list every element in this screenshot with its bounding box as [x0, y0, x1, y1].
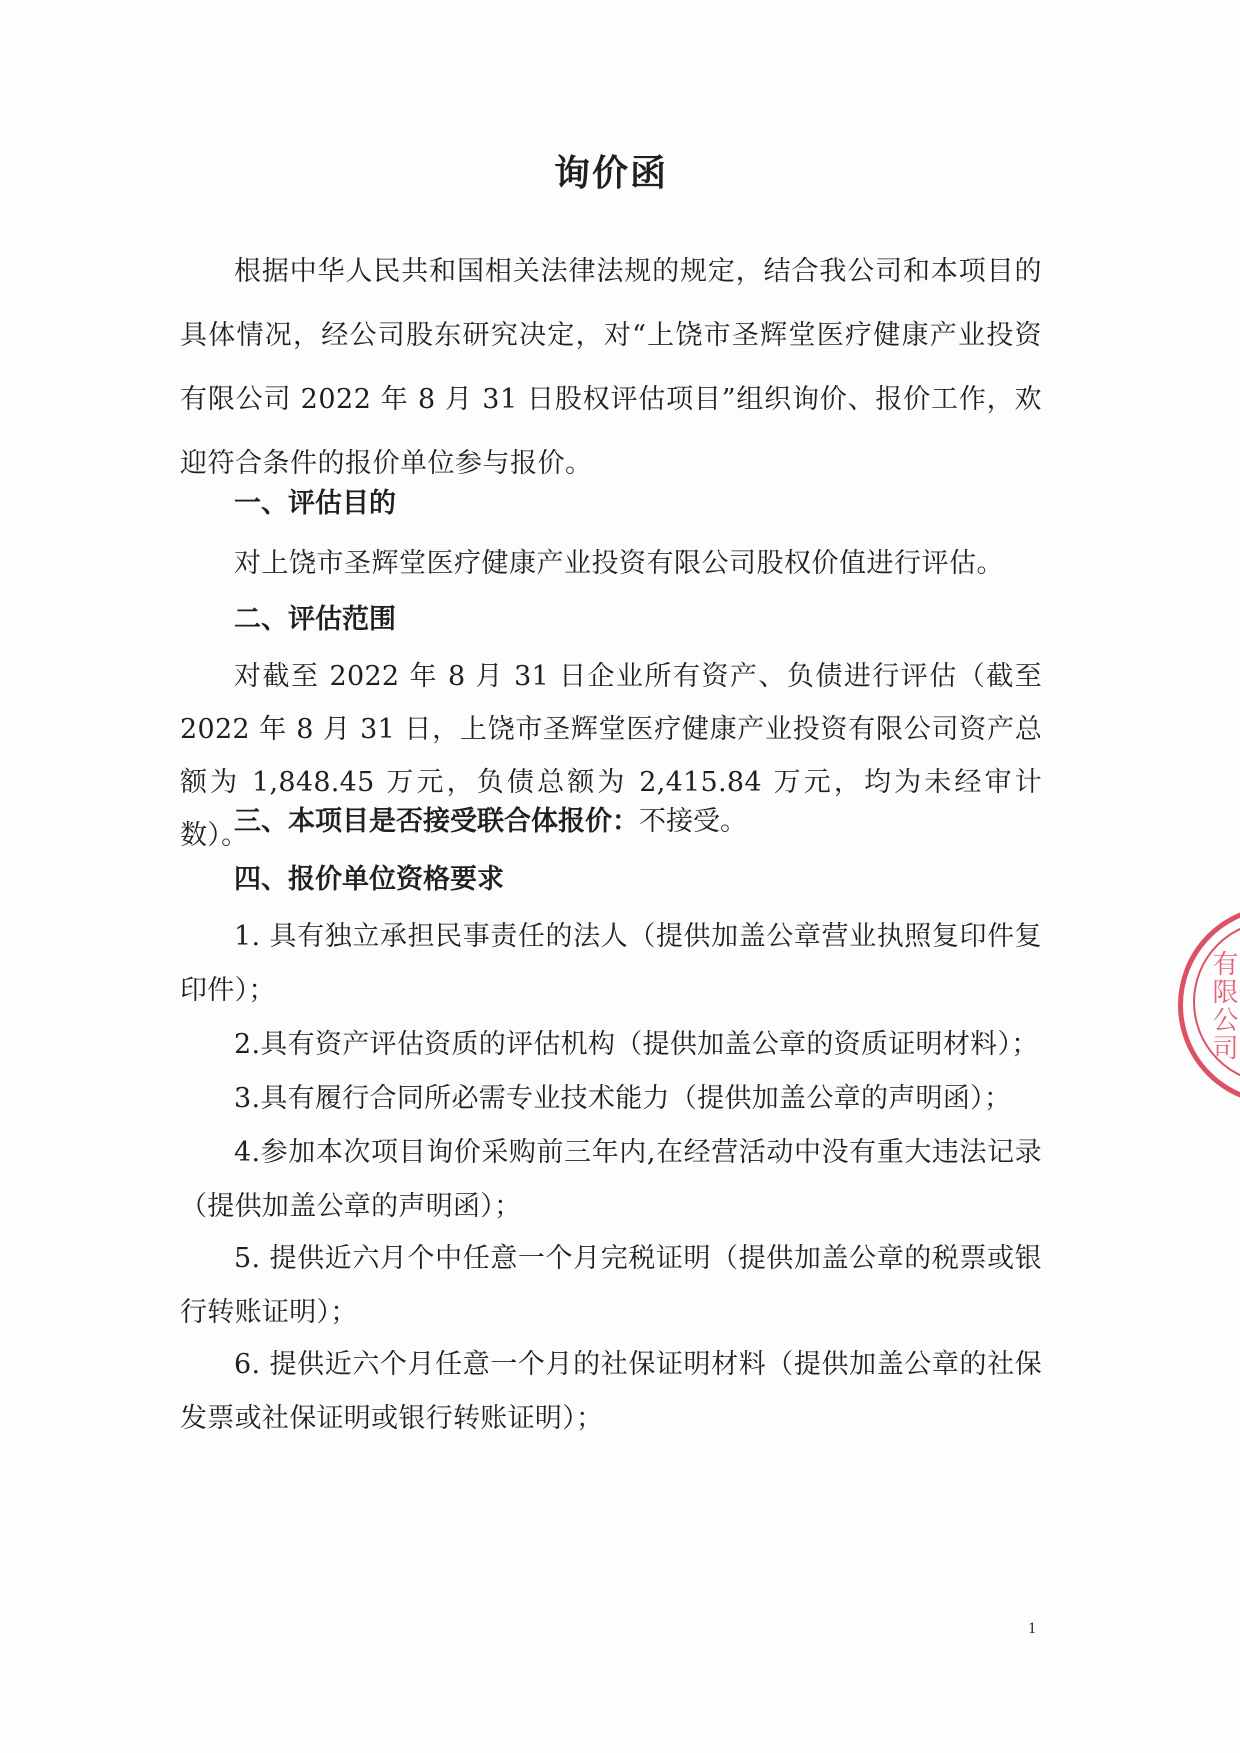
section-1-body: 对上饶市圣辉堂医疗健康产业投资有限公司股权价值进行评估。 — [234, 548, 1004, 579]
document-title: 询价函 — [553, 153, 668, 194]
intro-paragraph: 根据中华人民共和国相关法律法规的规定，结合我公司和本项目的具体情况，经公司股东研究决定，对“上饶市圣辉堂医疗健康产业投资有限公司 2022 年 8 月 31 日股权评估项目”组织询价、报价工作，欢迎符合条件的报价单位参与报价。 — [180, 256, 1042, 479]
requirement-item-2: 2.具有资产评估资质的评估机构（提供加盖公章的资质证明材料）； — [234, 1029, 1039, 1060]
section-4-heading: 四、报价单位资格要求 — [234, 864, 504, 895]
section-2-body: 对截至 2022 年 8 月 31 日企业所有资产、负债进行评估（截至 2022 年 8 月 31 日，上饶市圣辉堂医疗健康产业投资有限公司资产总额为 1,848.45 万元，负债总额为 2,415.84 万元，均为未经审计数）。 — [180, 661, 1042, 851]
section-2-heading: 二、评估范围 — [234, 604, 396, 635]
section-1-heading: 一、评估目的 — [234, 488, 396, 519]
company-seal — [1178, 905, 1240, 1105]
section-3-question: 三、本项目是否接受联合体报价： — [234, 806, 639, 837]
company-seal-text: 有限公司 — [1208, 950, 1238, 1062]
requirement-item-3: 3.具有履行合同所必需专业技术能力（提供加盖公章的声明函）； — [234, 1083, 1012, 1114]
section-3-heading — [180, 794, 1042, 850]
requirement-item-4: 4.参加本次项目询价采购前三年内,在经营活动中没有重大违法记录（提供加盖公章的声明函）； — [180, 1137, 1042, 1222]
page-number: 1 — [1028, 1620, 1036, 1637]
requirement-item-5: 5. 提供近六月个中任意一个月完税证明（提供加盖公章的税票或银行转账证明）； — [180, 1243, 1042, 1328]
section-3-answer: 不接受。 — [639, 806, 747, 837]
requirement-item-1: 1. 具有独立承担民事责任的法人（提供加盖公章营业执照复印件复印件）； — [180, 921, 1042, 1006]
requirement-item-6: 6. 提供近六个月任意一个月的社保证明材料（提供加盖公章的社保发票或社保证明或银行转账证明）； — [180, 1349, 1042, 1434]
